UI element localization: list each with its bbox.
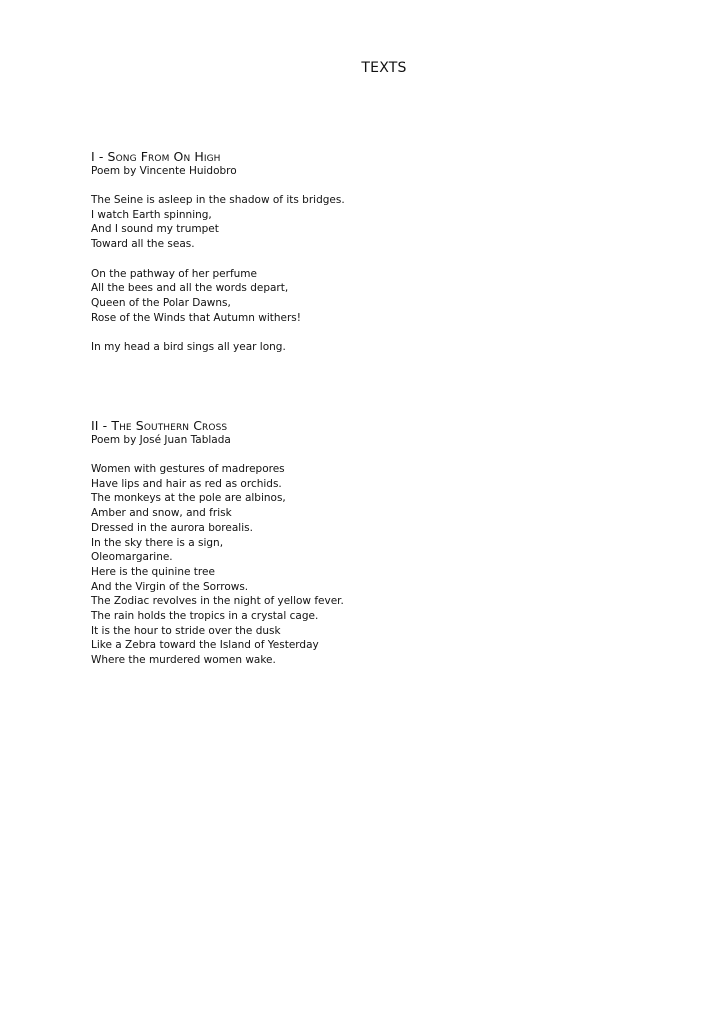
page-title: TEXTS (361, 60, 407, 76)
poem-line: The Zodiac revolves in the night of yellow fever. (91, 595, 344, 608)
poem-section-2 (91, 418, 691, 668)
poem-line: On the pathway of her perfume (91, 267, 257, 280)
poem-byline: Poem by Vincente Huidobro (91, 165, 237, 177)
stanza (91, 193, 691, 252)
poem-line: Like a Zebra toward the Island of Yesterday (91, 639, 319, 652)
section-heading: I - Song From On High (91, 149, 221, 164)
poem-line: In my head a bird sings all year long. (91, 341, 286, 353)
poem-line: Amber and snow, and frisk (91, 507, 232, 520)
stanza (91, 340, 691, 355)
poem-line: Rose of the Winds that Autumn withers! (91, 311, 301, 324)
poem-byline: Poem by José Juan Tablada (91, 434, 231, 446)
poem-line: I watch Earth spinning, (91, 208, 212, 221)
poem-line: Toward all the seas. (91, 238, 195, 251)
poem-line: Queen of the Polar Dawns, (91, 296, 231, 309)
poem-line: It is the hour to stride over the dusk (91, 624, 281, 637)
section-heading: II - The Southern Cross (91, 418, 228, 433)
poem-line: Dressed in the aurora borealis. (91, 521, 253, 534)
poem-line: Women with gestures of madrepores (91, 463, 285, 475)
poem-line: In the sky there is a sign, (91, 536, 224, 549)
stanza (91, 462, 691, 668)
poem-line: The rain holds the tropics in a crystal cage. (91, 610, 319, 623)
poem-line: And the Virgin of the Sorrows. (91, 580, 249, 593)
poem-line: The Seine is asleep in the shadow of its bridges. (91, 194, 345, 206)
poem-line: The monkeys at the pole are albinos, (91, 492, 286, 505)
poem-line: And I sound my trumpet (91, 223, 219, 236)
poem-line: Have lips and hair as red as orchids. (91, 477, 282, 490)
poem-line: Here is the quinine tree (91, 565, 215, 578)
poem-line: Where the murdered women wake. (91, 654, 276, 667)
poem-line: Oleomargarine. (91, 551, 173, 564)
poem-section-1 (91, 149, 691, 355)
poem-line: All the bees and all the words depart, (91, 282, 289, 295)
stanza (91, 267, 691, 326)
